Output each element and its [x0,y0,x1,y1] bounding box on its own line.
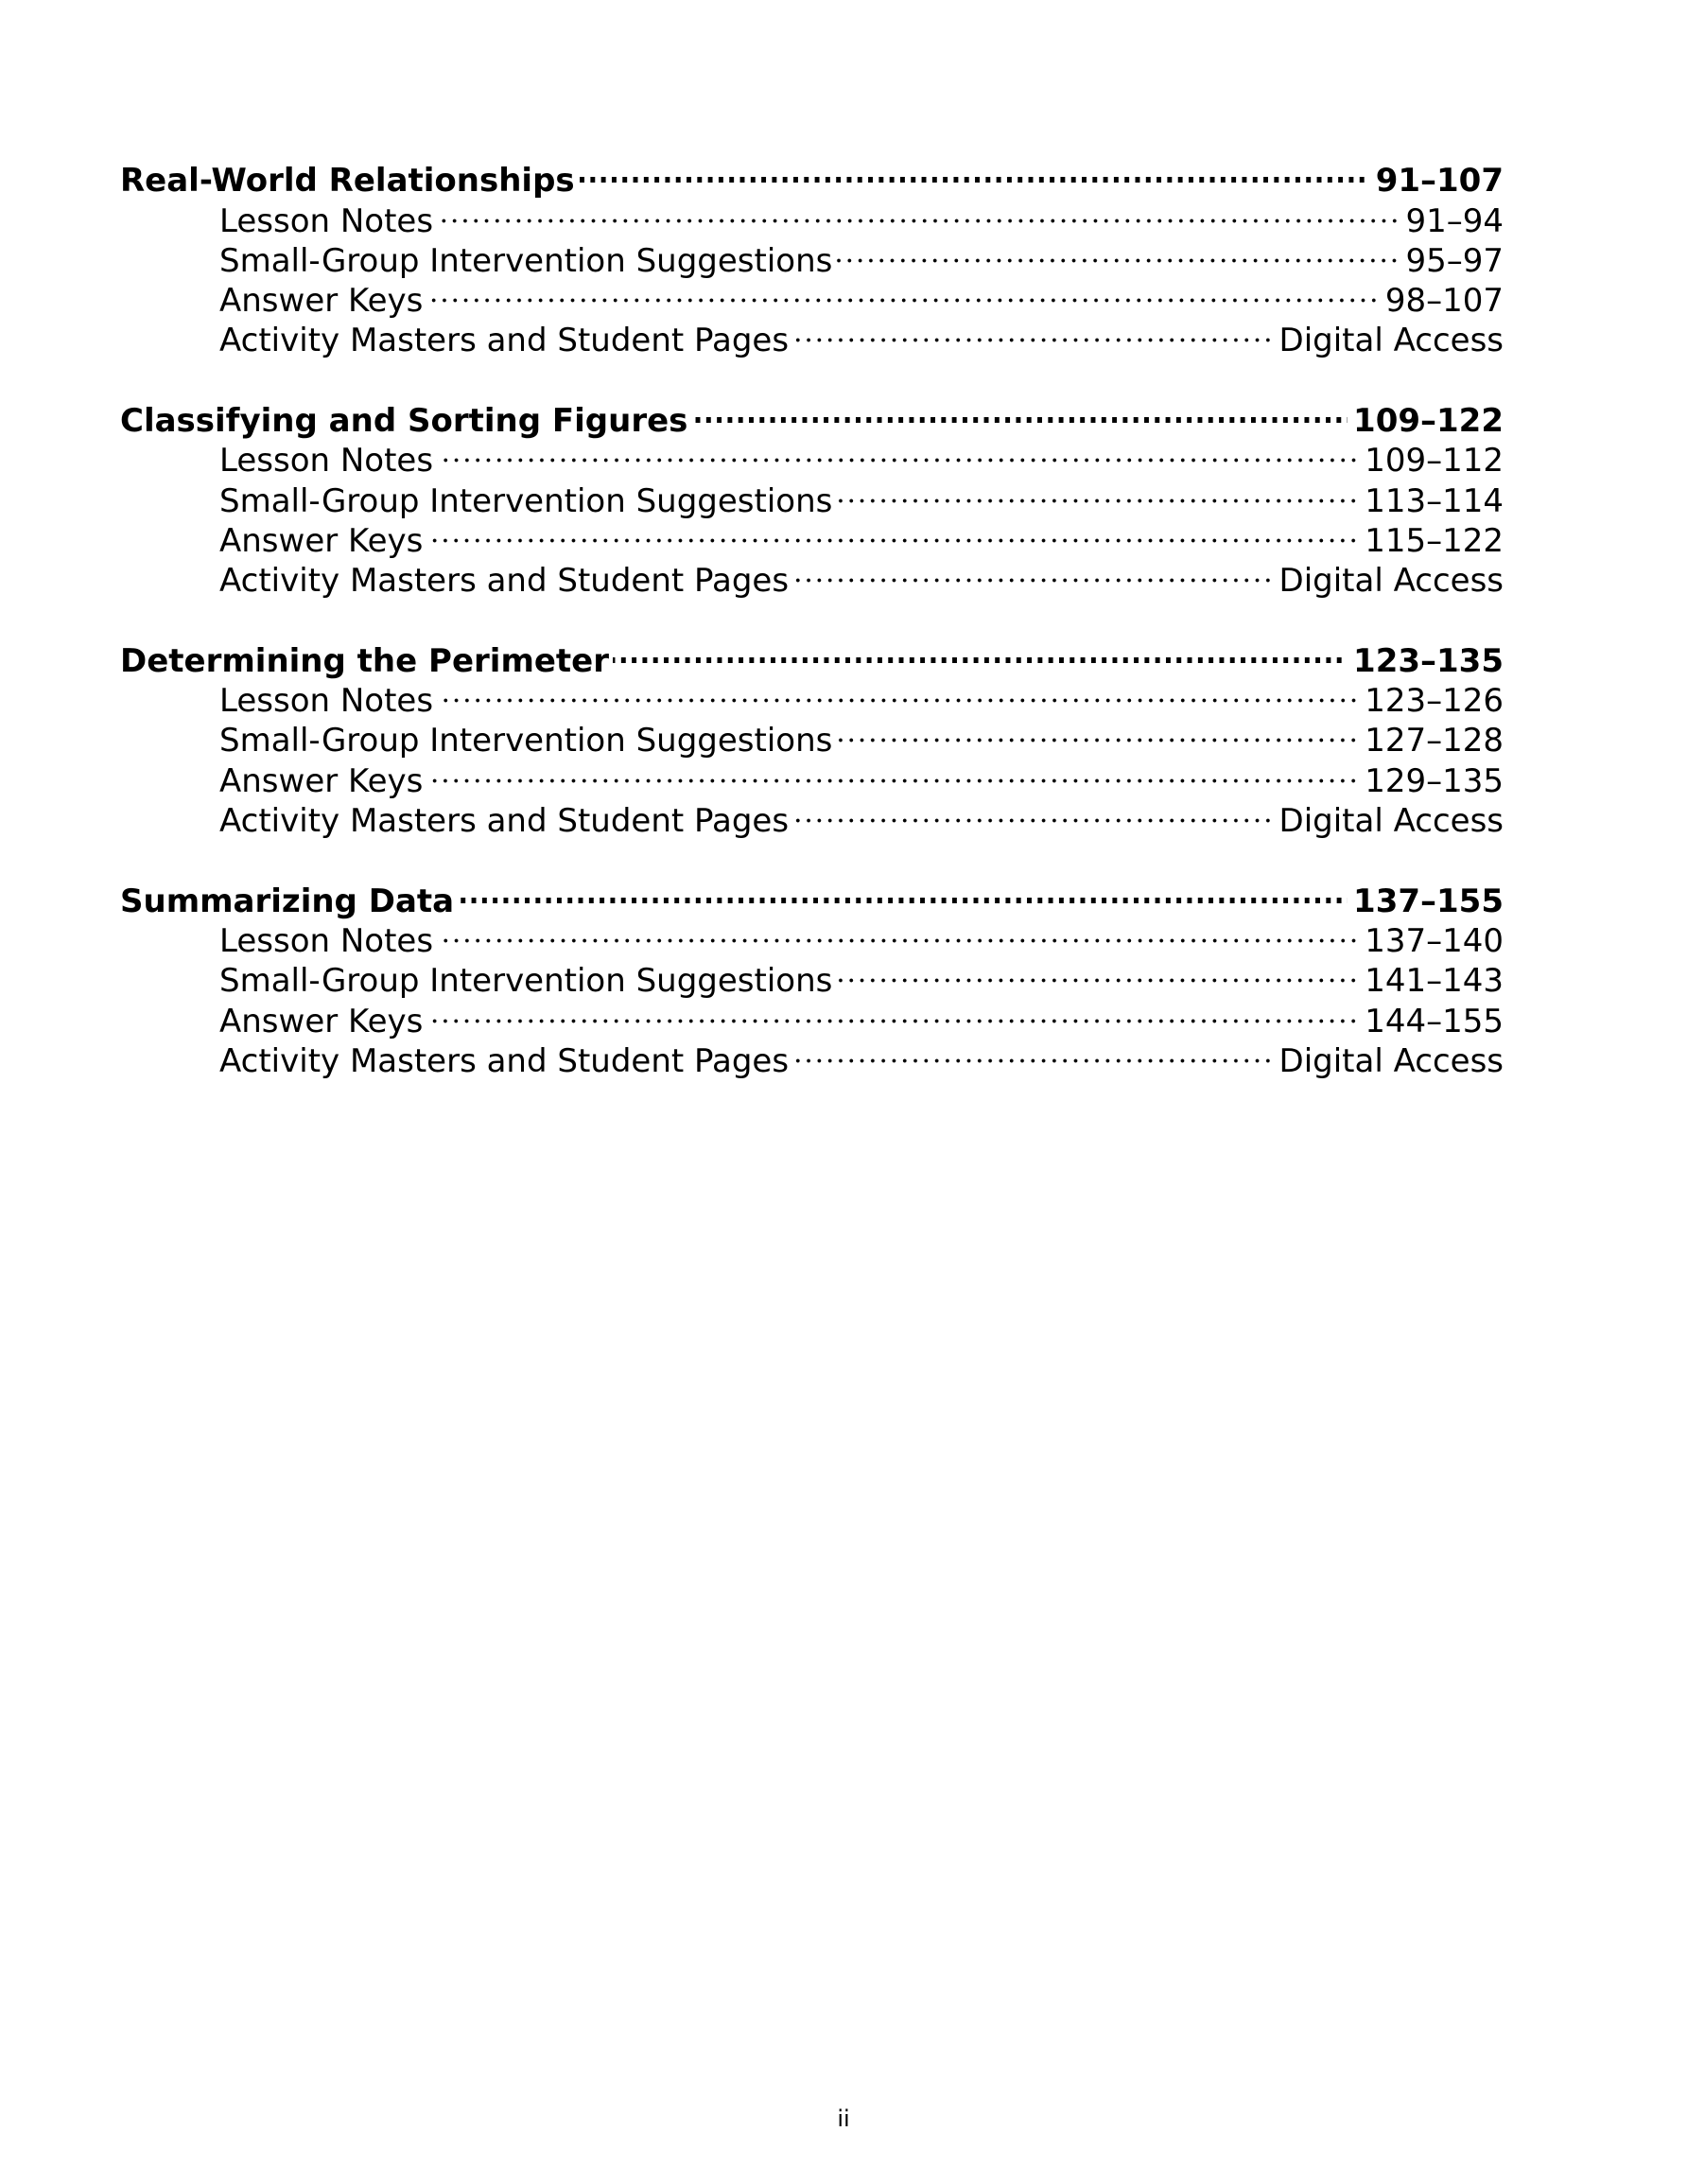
entry-pages: 113–114 [1365,481,1504,520]
entry-pages: Digital Access [1278,802,1504,841]
toc-section-summarizing-data [120,871,1504,1080]
dot-leader [792,792,1273,831]
toc-heading [120,151,1504,201]
entry-pages: 95–97 [1405,241,1504,280]
section-pages: 91–107 [1375,162,1504,201]
entry-pages: Digital Access [1278,562,1504,601]
section-title: Determining the Perimeter [120,641,610,680]
page-number: ii [837,2105,850,2132]
entry-label: Small-Group Intervention Suggestions [219,241,833,280]
table-of-contents [120,151,1504,1111]
entry-pages: Digital Access [1278,322,1504,360]
entry-pages: Digital Access [1278,1041,1504,1080]
toc-section-classifying-and-sorting-figures [120,392,1504,601]
dot-leader [836,711,1359,751]
entry-pages: 115–122 [1365,521,1504,560]
section-pages: 137–155 [1353,882,1504,920]
dot-leader [691,392,1348,431]
entry-pages: 141–143 [1365,962,1504,1001]
entry-label: Answer Keys [219,521,424,560]
dot-leader [437,912,1359,952]
toc-heading [120,871,1504,920]
entry-label: Small-Group Intervention Suggestions [219,481,833,520]
entry-label: Answer Keys [219,1002,424,1040]
toc-heading [120,632,1504,680]
entry-pages: 127–128 [1365,722,1504,760]
dot-leader [426,512,1359,551]
entry-label: Lesson Notes [219,921,434,960]
dot-leader [792,311,1273,351]
dot-leader [836,232,1400,271]
entry-label: Activity Masters and Student Pages [219,1041,790,1080]
entry-label: Lesson Notes [219,682,434,721]
dot-leader [426,751,1359,791]
entry-label: Small-Group Intervention Suggestions [219,962,833,1001]
section-title: Real-World Relationships [120,162,575,201]
dot-leader [426,271,1379,311]
dot-leader [836,471,1359,511]
entry-label: Answer Keys [219,761,424,800]
dot-leader [437,191,1400,231]
entry-label: Lesson Notes [219,201,434,240]
entry-pages: 144–155 [1365,1002,1504,1040]
toc-section-real-world-relationships [120,151,1504,360]
entry-label: Small-Group Intervention Suggestions [219,722,833,760]
entry-label: Activity Masters and Student Pages [219,802,790,841]
section-pages: 109–122 [1353,402,1504,441]
dot-leader [426,991,1359,1031]
entry-label: Activity Masters and Student Pages [219,322,790,360]
entry-pages: 129–135 [1365,761,1504,800]
toc-section-determining-the-perimeter [120,632,1504,841]
entry-pages: 123–126 [1365,682,1504,721]
toc-heading [120,392,1504,441]
entry-label: Activity Masters and Student Pages [219,562,790,601]
dot-leader [579,151,1370,191]
dot-leader [792,1032,1273,1072]
entry-pages: 91–94 [1405,201,1504,240]
dot-leader [458,871,1348,911]
entry-pages: 109–112 [1365,442,1504,480]
section-pages: 123–135 [1353,641,1504,680]
dot-leader [836,952,1359,991]
dot-leader [613,632,1348,672]
dot-leader [792,551,1273,591]
section-title: Classifying and Sorting Figures [120,402,688,441]
entry-label: Lesson Notes [219,442,434,480]
entry-pages: 137–140 [1365,921,1504,960]
section-title: Summarizing Data [120,882,455,920]
dot-leader [437,672,1359,711]
entry-pages: 98–107 [1384,282,1504,321]
entry-label: Answer Keys [219,282,424,321]
dot-leader [437,431,1359,471]
